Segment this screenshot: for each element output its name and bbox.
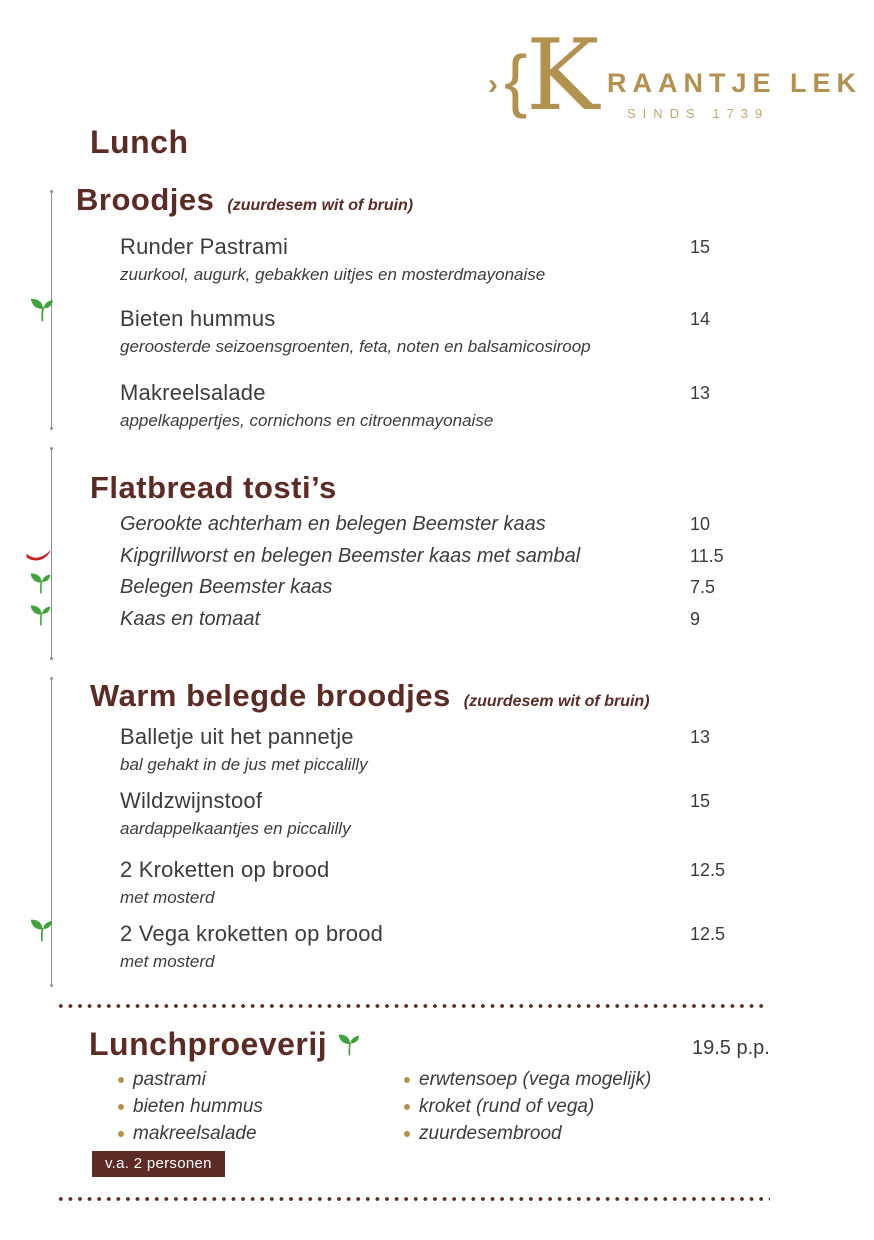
item-title: Makreelsalade bbox=[120, 380, 266, 405]
tasting-column-right bbox=[404, 1066, 651, 1147]
tasting-item-label: bieten hummus bbox=[133, 1095, 263, 1117]
section-subtitle: (zuurdesem wit of bruin) bbox=[227, 197, 414, 214]
min-persons-badge: v.a. 2 personen bbox=[92, 1151, 225, 1177]
item-title: Kaas en tomaat bbox=[120, 608, 261, 630]
bullet-icon bbox=[404, 1104, 410, 1110]
dotted-divider bbox=[56, 1196, 770, 1202]
bullet-icon bbox=[118, 1131, 124, 1137]
section-heading-lunchproeverij bbox=[89, 1026, 363, 1063]
tasting-item-label: pastrami bbox=[133, 1068, 206, 1090]
menu-item-runder-pastrami bbox=[120, 234, 780, 285]
item-description: geroosterde seizoensgroenten, feta, noten en balsamicosiroop bbox=[120, 337, 591, 356]
tasting-column-left bbox=[118, 1066, 263, 1147]
menu-item-wildzwijnstoof bbox=[120, 788, 780, 839]
item-price: 14 bbox=[690, 309, 711, 329]
section-title: Broodjes bbox=[76, 182, 215, 217]
item-title: Kipgrillworst en belegen Beemster kaas met sambal bbox=[120, 545, 581, 567]
item-price: 10 bbox=[690, 514, 711, 534]
item-price: 11.5 bbox=[690, 546, 724, 566]
item-price: 15 bbox=[690, 237, 711, 257]
spicy-icon bbox=[25, 547, 53, 565]
item-description: met mosterd bbox=[120, 888, 215, 907]
item-price: 12.5 bbox=[690, 860, 726, 880]
vegetarian-icon bbox=[29, 917, 56, 944]
item-description: zuurkool, augurk, gebakken uitjes en mosterdmayonaise bbox=[120, 265, 546, 284]
section-title: Lunchproeverij bbox=[89, 1026, 328, 1062]
vegetarian-icon bbox=[29, 296, 57, 324]
tasting-item bbox=[118, 1093, 263, 1120]
bullet-icon bbox=[118, 1104, 124, 1110]
menu-item-balletje bbox=[120, 724, 780, 775]
logo-brace-icon: { bbox=[504, 41, 528, 119]
section-heading-flatbread bbox=[90, 470, 337, 506]
menu-item-kipgrillworst bbox=[120, 545, 780, 568]
section-subtitle: (zuurdesem wit of bruin) bbox=[463, 693, 650, 710]
menu-item-bieten-hummus bbox=[120, 306, 780, 357]
item-title: Balletje uit het pannetje bbox=[120, 724, 354, 749]
menu-item-vega-kroketten bbox=[120, 921, 780, 972]
menu-item-makreelsalade bbox=[120, 380, 780, 431]
item-title: Runder Pastrami bbox=[120, 234, 289, 259]
section-heading-broodjes bbox=[76, 182, 413, 218]
item-description: met mosterd bbox=[120, 952, 215, 971]
logo-monogram: K bbox=[526, 19, 600, 133]
item-description: aardappelkaantjes en piccalilly bbox=[120, 819, 351, 838]
item-description: bal gehakt in de jus met piccalilly bbox=[120, 755, 368, 774]
tasting-item bbox=[118, 1120, 263, 1147]
dotted-divider bbox=[56, 1003, 766, 1009]
item-title: Belegen Beemster kaas bbox=[120, 576, 333, 598]
item-price: 7.5 bbox=[690, 577, 716, 597]
item-title: 2 Vega kroketten op brood bbox=[120, 921, 384, 946]
tasting-price: 19.5 p.p. bbox=[692, 1037, 770, 1059]
tasting-item-label: kroket (rund of vega) bbox=[419, 1095, 595, 1117]
item-price: 9 bbox=[690, 609, 701, 629]
item-title: Wildzwijnstoof bbox=[120, 788, 263, 813]
item-price: 15 bbox=[690, 791, 711, 811]
menu-item-kaas-en-tomaat bbox=[120, 608, 780, 631]
menu-item-gerookte-achterham bbox=[120, 513, 780, 536]
item-price: 13 bbox=[690, 727, 711, 747]
tasting-item bbox=[404, 1120, 651, 1147]
bullet-icon bbox=[404, 1131, 410, 1137]
item-price: 13 bbox=[690, 383, 711, 403]
item-title: Bieten hummus bbox=[120, 306, 276, 331]
page-title: Lunch bbox=[90, 124, 189, 160]
item-title: Gerookte achterham en belegen Beemster kaas bbox=[120, 513, 546, 535]
item-price: 12.5 bbox=[690, 924, 726, 944]
vegetarian-icon bbox=[337, 1032, 363, 1058]
logo-tagline: SINDS 1739 bbox=[627, 106, 770, 121]
logo-flourish-icon: › bbox=[488, 68, 498, 101]
tasting-item-label: makreelsalade bbox=[133, 1122, 257, 1144]
section-title: Flatbread tosti’s bbox=[90, 470, 337, 505]
menu-item-kroketten bbox=[120, 857, 780, 908]
item-description: appelkappertjes, cornichons en citroenmayonaise bbox=[120, 411, 494, 430]
section-heading-warm-broodjes bbox=[90, 678, 650, 714]
bullet-icon bbox=[404, 1077, 410, 1083]
tasting-item-label: zuurdesembrood bbox=[419, 1122, 562, 1144]
vegetarian-icon bbox=[29, 571, 54, 596]
tasting-item bbox=[404, 1093, 651, 1120]
menu-item-belegen-beemster bbox=[120, 576, 780, 599]
section-title: Warm belegde broodjes bbox=[90, 678, 451, 713]
vegetarian-icon bbox=[29, 603, 54, 628]
tasting-item bbox=[118, 1066, 263, 1093]
bullet-icon bbox=[118, 1077, 124, 1083]
item-title: 2 Kroketten op brood bbox=[120, 857, 330, 882]
logo-brand-name: RAANTJE LEK bbox=[607, 68, 863, 98]
tasting-item-label: erwtensoep (vega mogelijk) bbox=[419, 1068, 652, 1090]
restaurant-logo bbox=[488, 19, 863, 140]
tasting-item bbox=[404, 1066, 651, 1093]
